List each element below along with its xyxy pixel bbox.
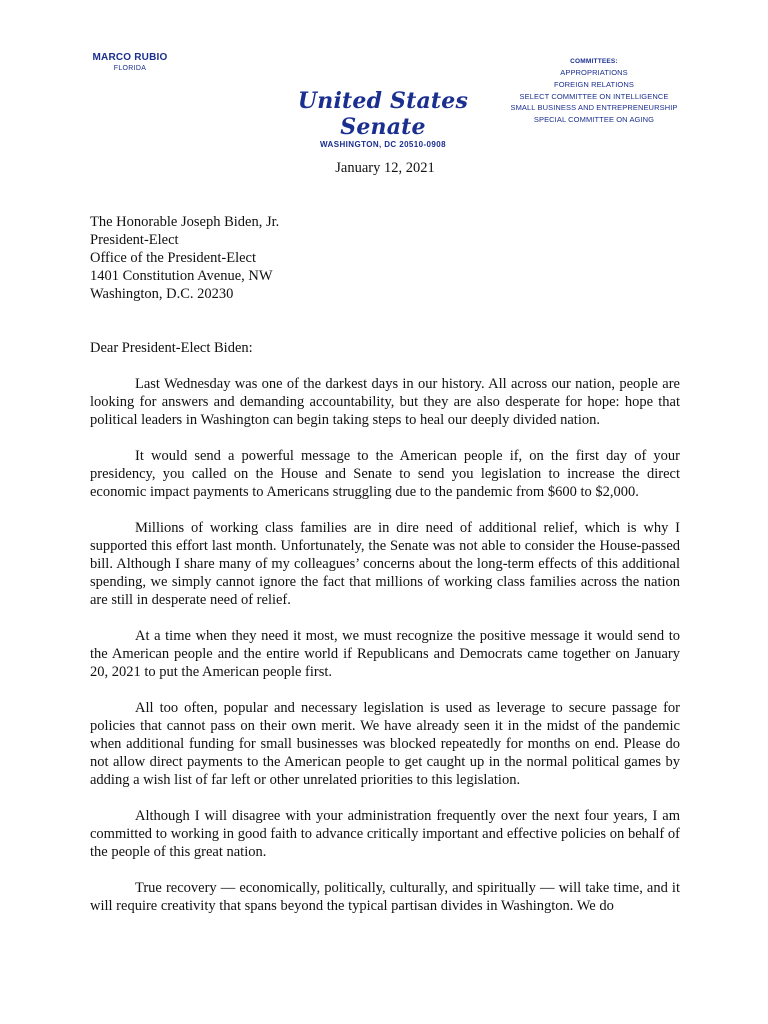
- letter-body: [90, 159, 680, 933]
- recipient-name: The Honorable Joseph Biden, Jr.: [90, 214, 280, 230]
- body-paragraph: It would send a powerful message to the American people if, on the first day of your presidency, you called on the House and Senate to send you legislation to increase the direct economic impact payments to Americans struggling due to the pandemic from $600 to $2,000.: [90, 448, 680, 500]
- recipient-street: 1401 Constitution Avenue, NW: [90, 268, 273, 284]
- committees-label: COMMITTEES:: [570, 58, 618, 65]
- body-paragraph: True recovery — economically, politically, culturally, and spiritually — will take time, and it will require creativity that spans beyond the typical partisan divides in Washington. We do: [90, 880, 680, 914]
- body-paragraph: Last Wednesday was one of the darkest days in our history. All across our nation, people are looking for answers and demanding accountability, but they are also desperate for hope: hope that political leaders in Washington can begin taking steps to heal our deeply divided nation.: [90, 376, 680, 428]
- sender-name: MARCO RUBIO: [92, 52, 168, 63]
- senate-address: WASHINGTON, DC 20510-0908: [320, 140, 446, 149]
- letter-date: January 12, 2021: [335, 160, 435, 176]
- sender-state: FLORIDA: [113, 65, 147, 72]
- body-paragraph: At a time when they need it most, we must recognize the positive message it would send to the American people and the entire world if Republicans and Democrats came together on January 20, 2021 to put the American people first.: [90, 628, 680, 680]
- senate-letterhead: [278, 88, 488, 150]
- sender-block: [80, 52, 180, 74]
- recipient-office: Office of the President-Elect: [90, 250, 257, 266]
- body-paragraph: All too often, popular and necessary legislation is used as leverage to secure passage for policies that cannot pass on their own merit. We have already seen it in the midst of the pandemic when additional funding for small businesses was blocked repeatedly for months on end. Please do not allow direct payments to the American people to get caught up in the normal political games by adding a wish list of far left or other unrelated priorities to this legislation.: [90, 700, 680, 788]
- committee-item: SMALL BUSINESS AND ENTREPRENEURSHIP: [510, 103, 678, 113]
- recipient-address: [90, 213, 680, 303]
- body-paragraph: Although I will disagree with your administration frequently over the next four years, I am committed to working in good faith to advance critically important and effective policies on behalf of the people of this great nation.: [90, 808, 680, 860]
- senate-title: United States Senate: [297, 88, 469, 140]
- committees-block: [508, 57, 680, 126]
- committee-item: SPECIAL COMMITTEE ON AGING: [533, 115, 655, 125]
- committee-item: APPROPRIATIONS: [560, 68, 628, 77]
- body-paragraph: Millions of working class families are in dire need of additional relief, which is why I supported this effort last month. Unfortunately, the Senate was not able to consider the House-passed bill. Although I share many of my colleagues’ concerns about the long-term effects of this additional spending, we simply cannot ignore the fact that millions of working class families across the nation are still in desperate need of relief.: [90, 520, 680, 608]
- committee-item: FOREIGN RELATIONS: [554, 79, 634, 89]
- salutation: Dear President-Elect Biden:: [90, 340, 253, 356]
- committee-item: SELECT COMMITTEE ON INTELLIGENCE: [519, 91, 669, 101]
- recipient-city: Washington, D.C. 20230: [90, 286, 234, 302]
- recipient-title: President-Elect: [90, 232, 179, 248]
